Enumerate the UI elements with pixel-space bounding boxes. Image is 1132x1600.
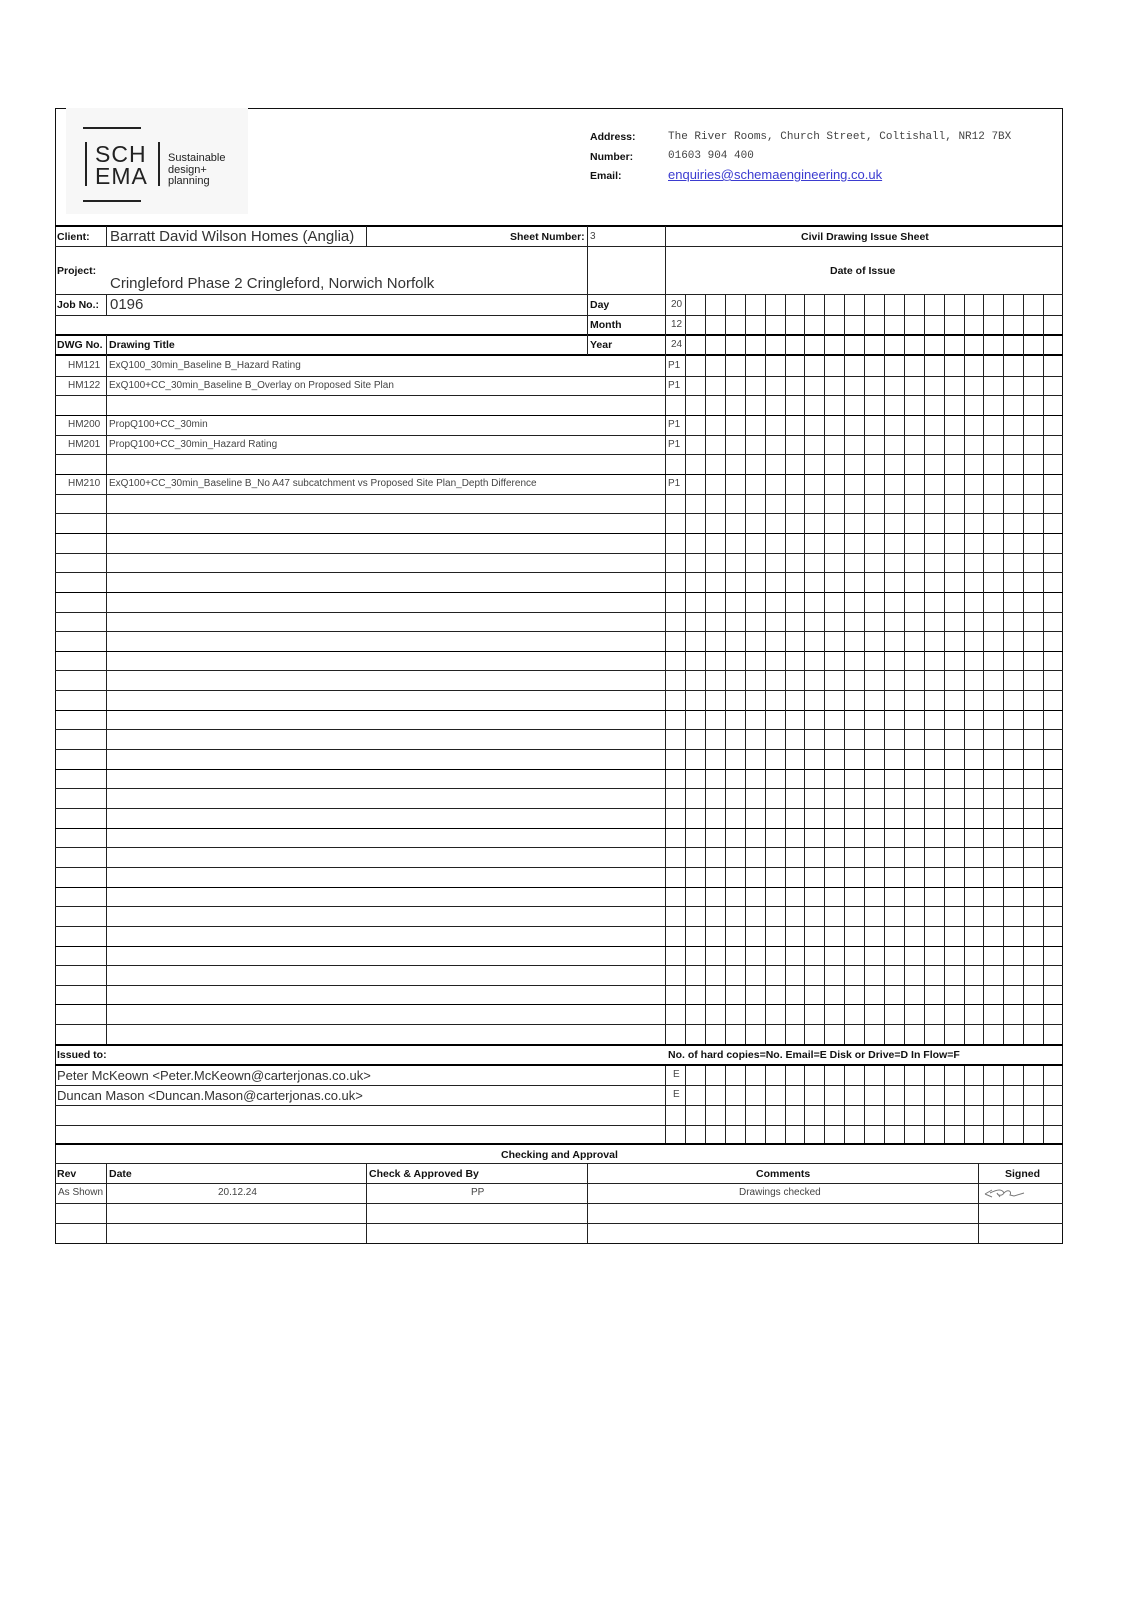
dwg-number: HM121 (68, 360, 101, 371)
year-label: Year (590, 339, 613, 351)
revision-code: P1 (668, 438, 681, 450)
logo-tagline-1: Sustainable (168, 152, 226, 164)
day-label: Day (590, 299, 610, 311)
approval-date: 20.12.24 (218, 1187, 257, 1198)
comments-header: Comments (756, 1168, 811, 1180)
phone-number: 01603 904 400 (668, 150, 754, 162)
client-label: Client: (57, 231, 90, 243)
year-value: 24 (671, 339, 683, 350)
date-of-issue-label: Date of Issue (830, 265, 896, 277)
logo-tagline-3: planning (168, 175, 210, 187)
logo-text-top: SCH (95, 141, 147, 167)
revision-code: P1 (668, 477, 681, 489)
drawing-title: ExQ100_30min_Baseline B_Hazard Rating (109, 360, 301, 371)
dwg-number: HM210 (68, 477, 101, 489)
sheet-number-label: Sheet Number: (510, 231, 585, 243)
drawing-title: ExQ100+CC_30min_Baseline B_Overlay on Proposed Site Plan (109, 379, 394, 391)
client-name: Barratt David Wilson Homes (Anglia) (110, 228, 355, 245)
issue-method: E (673, 1089, 680, 1100)
drawing-title: ExQ100+CC_30min_Baseline B_No A47 subcatchment vs Proposed Site Plan_Depth Difference (109, 477, 537, 489)
month-label: Month (590, 319, 622, 331)
project-label: Project: (57, 265, 97, 277)
company-logo (66, 108, 248, 214)
address-label: Address: (590, 131, 636, 143)
date-header: Date (109, 1168, 132, 1180)
logo-tagline-2: design+ (168, 164, 207, 176)
approval-title: Checking and Approval (501, 1149, 618, 1161)
drawing-title-header: Drawing Title (109, 339, 175, 351)
approval-checker: PP (471, 1187, 485, 1198)
rev-header: Rev (57, 1168, 77, 1180)
dwg-number: HM200 (68, 418, 101, 430)
dwg-number: HM201 (68, 438, 101, 450)
sheet-number: 3 (590, 231, 596, 242)
job-number-label: Job No.: (57, 299, 99, 311)
copies-legend: No. of hard copies=No. Email=E Disk or Drive=D In Flow=F (668, 1049, 960, 1061)
dwg-no-header: DWG No. (57, 339, 103, 351)
issued-to-label: Issued to: (57, 1049, 107, 1061)
day-value: 20 (671, 299, 683, 310)
revision-code: P1 (668, 360, 681, 371)
issue-method: E (673, 1069, 680, 1080)
address-value: The River Rooms, Church Street, Coltishall, NR12 7BX (668, 131, 1012, 143)
revision-code: P1 (668, 379, 681, 391)
signature-mark (980, 1183, 1030, 1203)
sheet-title: Civil Drawing Issue Sheet (801, 231, 929, 243)
email-link[interactable]: enquiries@schemaengineering.co.uk (668, 167, 883, 182)
number-label: Number: (590, 151, 634, 163)
project-name: Cringleford Phase 2 Cringleford, Norwich Norfolk (110, 275, 435, 292)
drawing-title: PropQ100+CC_30min_Hazard Rating (109, 438, 278, 450)
revision-code: P1 (668, 418, 681, 430)
recipient-name: Duncan Mason <Duncan.Mason@carterjonas.co.uk> (57, 1088, 363, 1103)
drawing-title: PropQ100+CC_30min (109, 418, 208, 430)
email-label: Email: (590, 170, 622, 182)
approval-comment: Drawings checked (739, 1187, 821, 1198)
check-approved-header: Check & Approved By (369, 1168, 479, 1180)
job-number: 0196 (110, 296, 144, 313)
logo-text-bottom: EMA (95, 163, 148, 189)
month-value: 12 (671, 319, 683, 330)
recipient-name: Peter McKeown <Peter.McKeown@carterjonas.co.uk> (57, 1068, 371, 1083)
dwg-number: HM122 (68, 379, 101, 391)
signed-header: Signed (1005, 1168, 1041, 1180)
approval-rev: As Shown (58, 1187, 104, 1198)
